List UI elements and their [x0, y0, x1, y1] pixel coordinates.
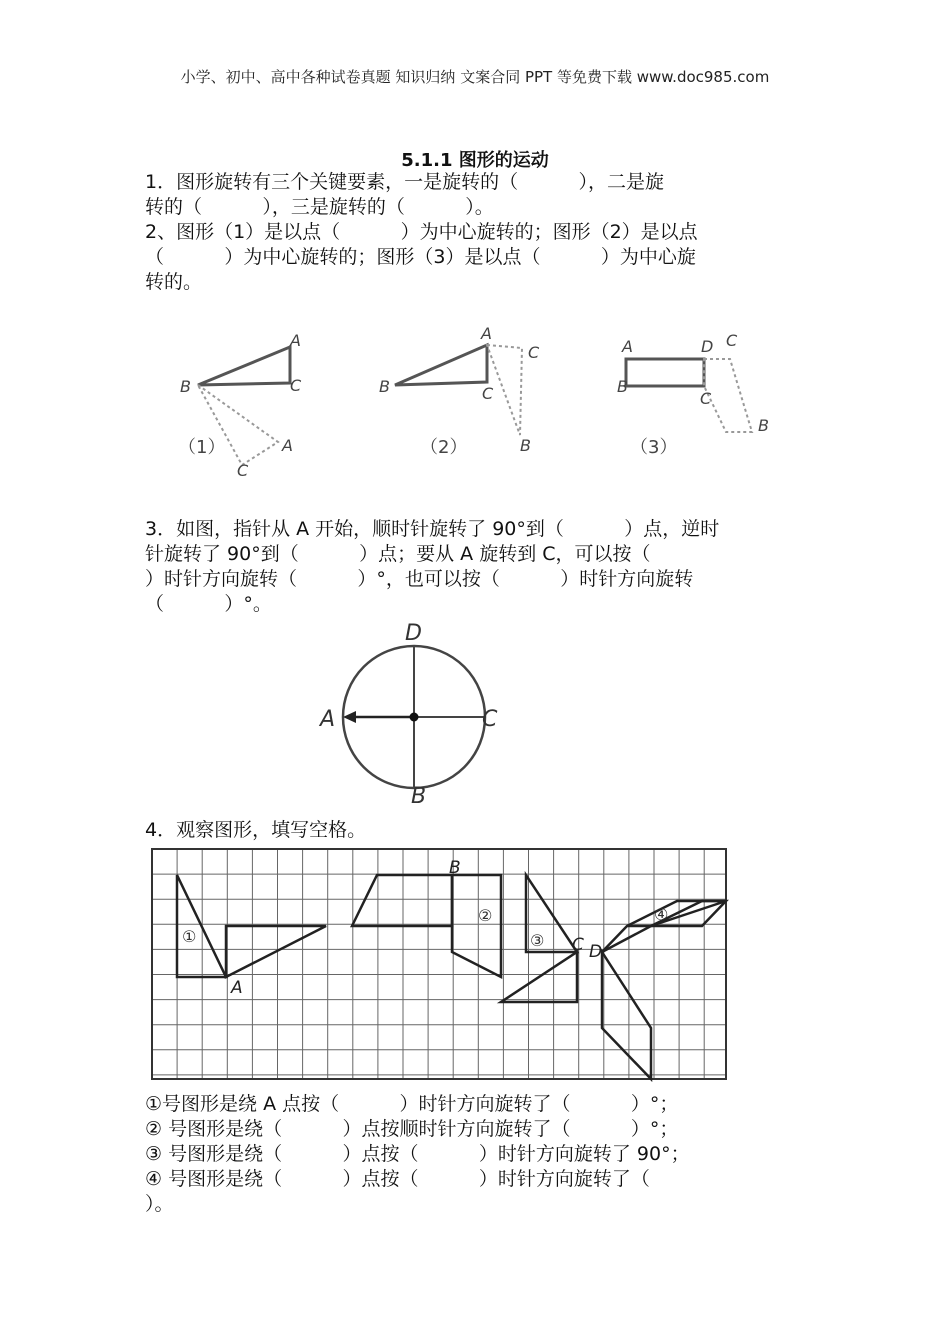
q4-heading: 4．观察图形，填写空格。: [145, 819, 367, 841]
shape-1-rotated: [226, 926, 326, 977]
page-title: 5.1.1 图形的运动: [401, 150, 549, 171]
fig2-label-a: A: [481, 324, 492, 343]
clock-dial: [310, 618, 510, 808]
question-3: [145, 517, 810, 617]
fig2-label-b: B: [379, 377, 390, 396]
marker-2: ②: [478, 906, 493, 925]
fig1-label-b: B: [180, 377, 191, 396]
q1-line-2: 转的（ ），三是旋转的（ ）。: [145, 196, 494, 218]
question-4-answers: [145, 1092, 810, 1217]
figure-2: [379, 324, 540, 458]
question-2: [145, 220, 810, 295]
grid-figure: [145, 845, 735, 1085]
answer-line-4: ④ 号图形是绕（ ）点按（ ）时针方向旋转了（: [145, 1168, 650, 1190]
rotation-figures: [160, 315, 800, 485]
question-1: [145, 170, 810, 220]
marker-3: ③: [530, 931, 545, 950]
page-header: 小学、初中、高中各种试卷真题 知识归纳 文案合同 PPT 等免费下载 www.doc985.com: [180, 68, 770, 86]
figure-3: [617, 331, 769, 458]
q3-line-3: ）时针方向旋转（ ）°，也可以按（ ）时针方向旋转: [145, 568, 694, 590]
fig2-label-c-rot: C: [528, 343, 540, 362]
q2-line-2: （ ）为中心旋转的；图形（3）是以点（ ）为中心旋: [145, 246, 696, 268]
dial-label-b: B: [411, 784, 427, 808]
shape-2-rotated: [452, 875, 501, 977]
answer-line-3: ③ 号图形是绕（ ）点按（ ）时针方向旋转了 90°；: [145, 1143, 690, 1165]
q1-line-1: 1．图形旋转有三个关键要素，一是旋转的（ ），二是旋: [145, 171, 664, 193]
fig3-rotated-rectangle: [704, 359, 752, 432]
fig3-label-a: A: [622, 337, 633, 356]
q3-line-4: （ ）°。: [145, 593, 272, 615]
dial-label-a: A: [320, 707, 336, 732]
point-a: A: [231, 978, 243, 998]
fig2-caption: （2）: [420, 437, 468, 458]
q3-line-1: 3．如图，指针从 A 开始，顺时针旋转了 90°到（ ）点，逆时: [145, 518, 720, 540]
fig2-label-b-rot: B: [520, 436, 531, 455]
fig1-caption: （1）: [178, 437, 226, 458]
point-d: D: [589, 942, 603, 962]
fig3-label-b: B: [617, 377, 628, 396]
fig3-label-c: C: [700, 389, 712, 408]
answer-line-2: ② 号图形是绕（ ）点按顺时针方向旋转了（ ）°；: [145, 1118, 679, 1140]
fig3-label-b-rot: B: [758, 416, 769, 435]
answer-line-1: ①号图形是绕 A 点按（ ）时针方向旋转了（ ）°；: [145, 1093, 679, 1115]
point-b: B: [449, 858, 461, 878]
shape-4-rotated: [602, 952, 651, 1079]
fig3-caption: （3）: [630, 437, 678, 458]
fig2-triangle: [395, 345, 487, 385]
fig3-label-c-rot: C: [726, 331, 738, 350]
fig1-label-a: A: [290, 331, 301, 350]
center-dot: [410, 713, 419, 722]
answer-line-5: ）。: [145, 1193, 174, 1215]
figure-1: [178, 331, 302, 480]
grid-lines: [152, 849, 726, 1079]
dial-label-d: D: [405, 621, 422, 646]
dial-label-c: C: [482, 707, 498, 732]
shape-1-triangle: [177, 875, 226, 977]
fig1-label-a-rot: A: [282, 436, 293, 455]
marker-4: ④: [654, 905, 669, 924]
point-c: C: [572, 935, 584, 955]
grid-border: [152, 849, 726, 1079]
fig1-triangle: [198, 347, 290, 385]
question-4: [145, 818, 810, 843]
fig3-rectangle: [626, 359, 704, 386]
fig1-label-c: C: [290, 376, 302, 395]
q2-line-3: 转的。: [145, 271, 203, 293]
q3-line-2: 针旋转了 90°到（ ）点；要从 A 旋转到 C，可以按（: [145, 543, 651, 565]
pointer-arrowhead: [343, 711, 356, 723]
marker-1: ①: [182, 927, 197, 946]
q2-line-1: 2、图形（1）是以点（ ）为中心旋转的；图形（2）是以点: [145, 221, 698, 243]
fig3-label-d: D: [701, 337, 714, 356]
shape-3-rotated: [501, 952, 577, 1002]
fig1-label-c-rot: C: [237, 461, 249, 480]
shape-2-trapezoid: [352, 875, 452, 926]
fig2-label-c: C: [482, 384, 494, 403]
